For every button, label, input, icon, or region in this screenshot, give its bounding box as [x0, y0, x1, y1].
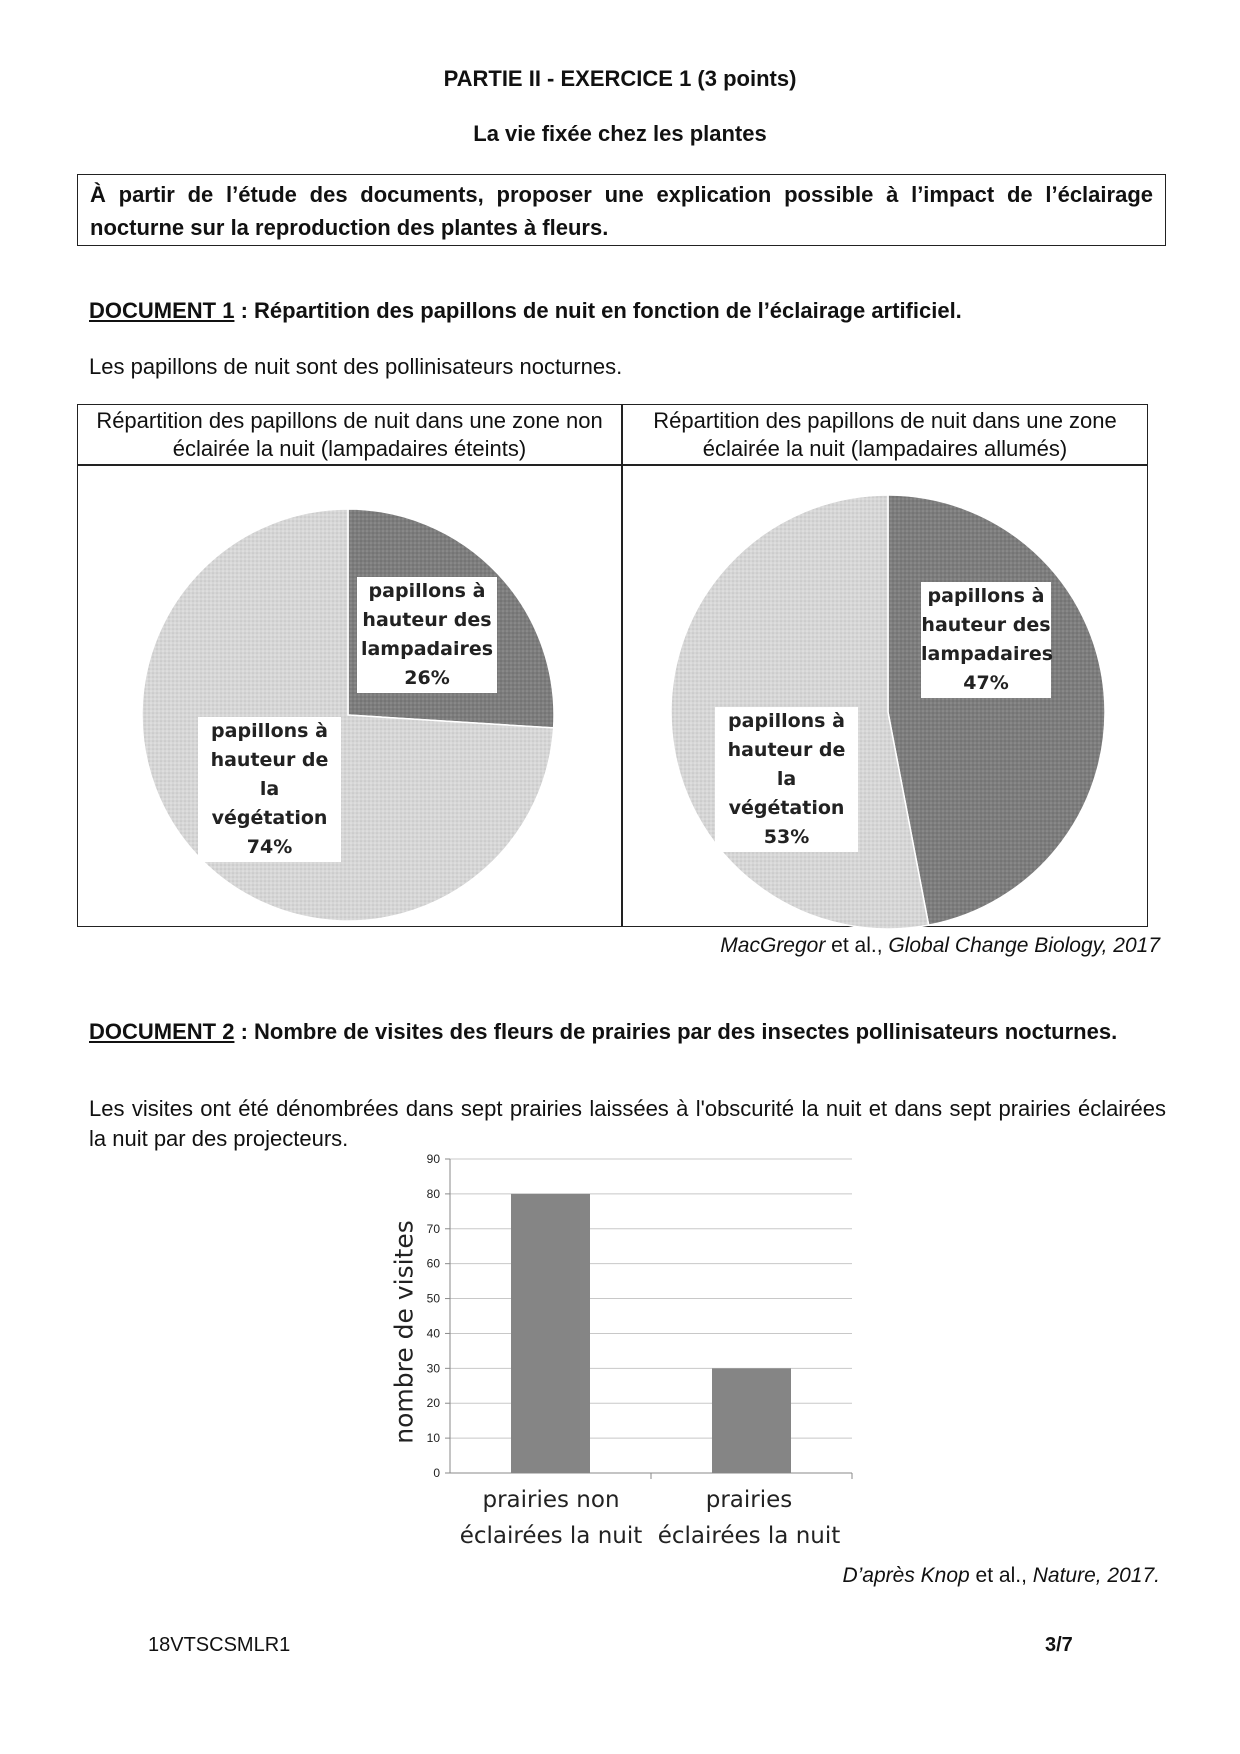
y-tick-label: 20 [426, 1396, 440, 1411]
doc2-intro: Les visites ont été dénombrées dans sept prairies laissées à l'obscurité la nuit et dans sept prairies éclairées la nuit par des projecteurs. [89, 1096, 1166, 1151]
bar-unlit-meadows [511, 1194, 590, 1473]
doc2-heading [89, 1017, 1166, 1046]
y-tick-label: 50 [426, 1291, 440, 1306]
bar-category-unlit: prairies non éclairées la nuit [459, 1487, 643, 1549]
y-tick-label: 30 [426, 1361, 440, 1376]
y-tick-label: 0 [433, 1466, 440, 1480]
footer-code: 18VTSCSMLR1 [148, 1634, 291, 1656]
pie2-title: Répartition des papillons de nuit dans une zone éclairée la nuit (lampadaires allumés) [653, 408, 1117, 461]
bar-lit-meadows [712, 1368, 791, 1473]
y-tick-label: 90 [426, 1152, 440, 1166]
doc2-title: : Nombre de visites des fleurs de prairies par des insectes pollinisateurs nocturnes. [234, 1019, 1118, 1044]
doc2-citation: D’après Knop et al., Nature, 2017. [842, 1564, 1160, 1587]
pie2-slice-vegetation-label: papillons à hauteur de la végétation 53% [715, 707, 858, 852]
pie2-slice-streetlamp-label: papillons à hauteur des lampadaires 47% [921, 582, 1051, 698]
exercise-subtitle: La vie fixée chez les plantes [473, 121, 767, 146]
y-tick-label: 10 [426, 1431, 440, 1446]
bar-category-lit: prairies éclairées la nuit [657, 1487, 841, 1549]
doc1-citation: MacGregor et al., Global Change Biology, 2017 [720, 934, 1160, 957]
doc2-label: DOCUMENT 2 [89, 1019, 235, 1044]
y-tick-label: 80 [426, 1186, 440, 1201]
doc1-label: DOCUMENT 1 [89, 298, 235, 323]
pie1-slice-streetlamp-label: papillons à hauteur des lampadaires 26% [357, 577, 497, 693]
bar-chart-ylabel: nombre de visites [389, 1220, 419, 1444]
footer-page-number: 3/7 [1045, 1634, 1073, 1656]
pie1-slice-vegetation-label: papillons à hauteur de la végétation 74% [198, 717, 341, 862]
bar-chart-visits [427, 1152, 852, 1480]
exercise-title: PARTIE II - EXERCICE 1 (3 points) [443, 66, 797, 91]
pie1-title: Répartition des papillons de nuit dans une zone non éclairée la nuit (lampadaires éteints) [96, 408, 603, 461]
doc1-title: : Répartition des papillons de nuit en fonction de l’éclairage artificiel. [234, 298, 962, 323]
y-tick-label: 70 [426, 1221, 440, 1236]
doc1-intro: Les papillons de nuit sont des pollinisateurs nocturnes. [89, 354, 623, 379]
y-tick-label: 60 [426, 1256, 440, 1271]
y-tick-label: 40 [426, 1326, 440, 1341]
task-text: À partir de l’étude des documents, proposer une explication possible à l’impact de l’éclairage nocturne sur la reproduction des plantes à fleurs. [90, 182, 1153, 240]
bar-chart-ylabel-wrap [384, 1212, 424, 1452]
pie2-slice-streetlamp [888, 495, 1105, 925]
